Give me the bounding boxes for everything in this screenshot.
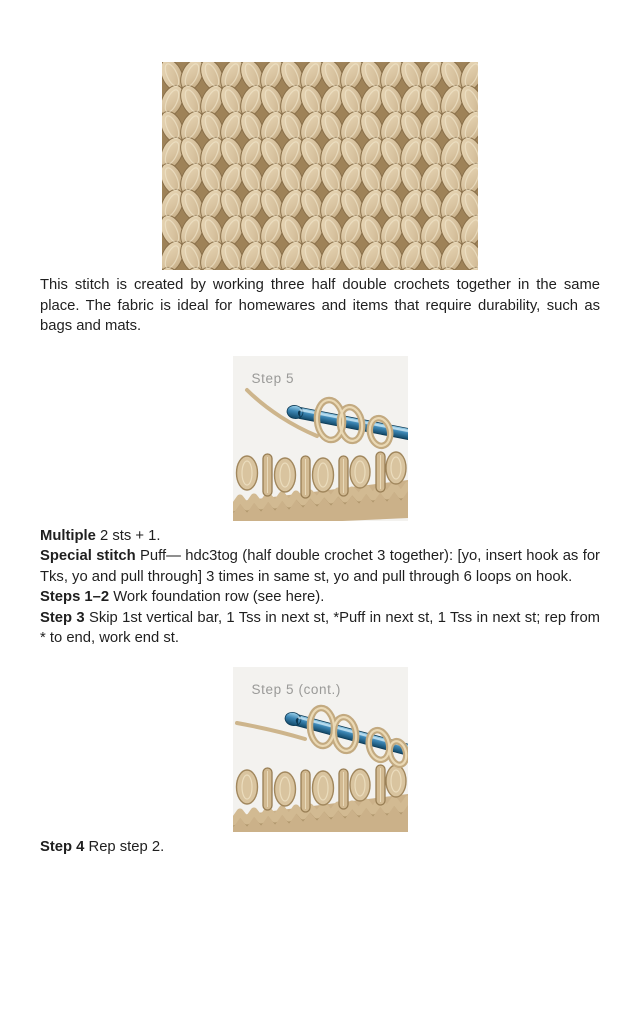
instruction-steps-1-2-lead: Steps 1–2 bbox=[40, 589, 110, 605]
instruction-special-stitch-lead: Special stitch bbox=[40, 548, 136, 564]
instruction-step-3-lead: Step 3 bbox=[40, 609, 85, 626]
pattern-instructions bbox=[40, 526, 600, 649]
step5-photo bbox=[233, 356, 408, 521]
instruction-multiple-body: 2 sts + 1. bbox=[95, 527, 161, 544]
instruction-steps-1-2-body: Work foundation row (see here). bbox=[109, 589, 325, 605]
instruction-step-4 bbox=[40, 837, 600, 858]
intro-paragraph: This stitch is created by working three half double crochets together in the same place. The fabric is ideal for homewares and items that require durability, such as bags and mats. bbox=[40, 277, 600, 334]
stitch-swatch-photo bbox=[162, 62, 478, 270]
instruction-step-4-body: Rep step 2. bbox=[84, 838, 165, 855]
step5-cont-photo-label: Step 5 (cont.) bbox=[251, 681, 341, 697]
step5-photo-label: Step 5 bbox=[251, 370, 295, 386]
swatch-texture-illustration bbox=[162, 62, 478, 270]
instruction-special-stitch bbox=[40, 546, 600, 587]
step5-cont-photo bbox=[233, 667, 408, 832]
instruction-step-3-body: Skip 1st vertical bar, 1 Tss in next st, *Puff in next st, 1 Tss in next st; rep from * to end, work end st. bbox=[40, 609, 600, 646]
instruction-special-stitch-body: Puff— hdc3tog (half double crochet 3 together): [yo, insert hook as for Tks, yo and pull through] 3 times in same st, yo and pull through 6 loops on hook. bbox=[40, 548, 600, 585]
instruction-multiple-lead: Multiple bbox=[40, 527, 96, 544]
instruction-step-4-lead: Step 4 bbox=[40, 838, 85, 855]
instruction-step-3 bbox=[40, 608, 600, 649]
instruction-multiple bbox=[40, 526, 600, 547]
ebook-page bbox=[0, 62, 640, 1022]
instruction-steps-1-2 bbox=[40, 587, 600, 608]
